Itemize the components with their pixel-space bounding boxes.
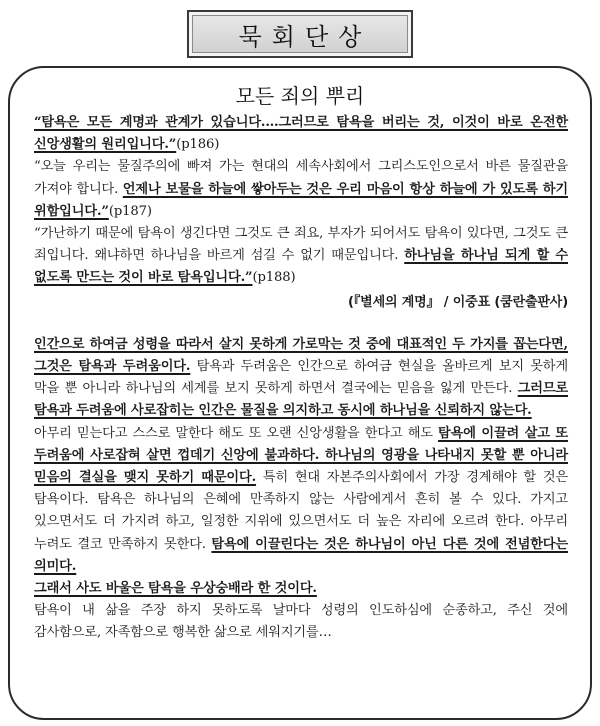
body-paragraph-4	[34, 600, 568, 644]
section-header-label: 묵회단상	[238, 22, 372, 51]
body-paragraph-1	[34, 334, 568, 423]
quote-paragraph-3	[34, 223, 568, 290]
para-2-emphasis-2: 탐욕에 이끌린다는 것은 하나님이 아닌 다른 것에 전념한다는 의미다.	[34, 536, 568, 574]
quote-3-emphasis: 하나님을 하나님 되게 할 수 없도록 만드는 것이 바로 탐욕입니다.”	[34, 248, 568, 286]
quote-2-page: (p187)	[108, 203, 152, 219]
quote-paragraph-1	[34, 112, 568, 156]
para-1-emphasis-1: 인간으로 하여금 성령을 따라서 살지 못하게 가로막는 것 중에 대표적인 두 가지를 꼽는다면, 그것은 탐욕과 두려움이다.	[34, 336, 568, 375]
quote-1-page: (p186)	[176, 137, 220, 153]
para-1-emphasis-2: 그러므로 탐욕과 두려움에 사로잡히는 인간은 물질을 의지하고 동시에 하나님을 신뢰하지 않는다.	[34, 381, 568, 419]
para-4-text: 탐욕이 내 삶을 주장 하지 못하도록 날마다 성령의 인도하심에 순종하고, 주신 것에 감사함으로, 자족함으로 행복한 삶으로 세워지기를…	[34, 603, 568, 641]
para-2-text-2: 특히 현대 자본주의사회에서 가장 경계해야 할 것은 탐욕이다. 탐욕은 하나님의 은혜에 만족하지 않는 사람에게서 흔히 볼 수 있다. 가지고 있으면서도 더 가지려 하고, 일정한 지위에 있으면서도 더 높은 자리에 오르려 한다. 아무리 누려도 결코 만족하지 못한다.	[34, 470, 568, 552]
body-paragraph-3	[34, 578, 568, 600]
quote-3-page: (p188)	[252, 270, 296, 286]
para-2-text-1: 아무리 믿는다고 스스로 말한다 해도 또 오랜 신앙생활을 한다고 해도	[34, 425, 439, 441]
quote-paragraph-2	[34, 156, 568, 223]
section-gap	[34, 314, 568, 334]
quote-2-text: “오늘 우리는 물질주의에 빠져 가는 현대의 세속사회에서 그리스도인으로서 바른 물질관을 가져야 합니다.	[34, 159, 568, 197]
para-1-text: 탐욕과 두려움은 인간으로 하여금 현실을 올바르게 보지 못하게 막을 뿐 아니라 하나님의 세계를 보지 못하게 하면서 결국에는 믿음을 잃게 만든다.	[34, 359, 568, 397]
body-paragraph-2	[34, 423, 568, 578]
quote-1-emphasis: “탐욕은 모든 계명과 관계가 있습니다.…그러므로 탐욕을 버리는 것, 이것이 바로 온전한 신앙생활의 원리입니다.”	[34, 115, 568, 153]
para-2-emphasis-1: 탐욕에 이끌려 살고 또 두려움에 사로잡혀 살면 껍데기 신앙에 불과하다. 하나님의 영광을 나타내지 못할 뿐 아니라 믿음의 결실을 맺지 못하기 때문이다.	[34, 425, 568, 486]
quote-2-emphasis: 언제나 보물을 하늘에 쌓아두는 것은 우리 마음이 항상 하늘에 가 있도록 하기 위함입니다.”	[34, 181, 568, 219]
book-source: (『별세의 계명』 / 이중표 (쿰란출판사)	[348, 294, 568, 310]
article-body	[34, 112, 568, 645]
section-header-tab	[187, 10, 413, 58]
quote-3-text: “가난하기 때문에 탐욕이 생긴다면 그것도 큰 죄요, 부자가 되어서도 탐욕이 있다면, 그것도 큰 죄입니다. 왜냐하면 하나님을 바르게 섬길 수 없기 때문입니다.	[34, 226, 568, 264]
article-title: 모든 죄의 뿌리	[235, 84, 365, 108]
para-3-emphasis: 그래서 사도 바울은 탐욕을 우상숭배라 한 것이다.	[34, 581, 317, 597]
